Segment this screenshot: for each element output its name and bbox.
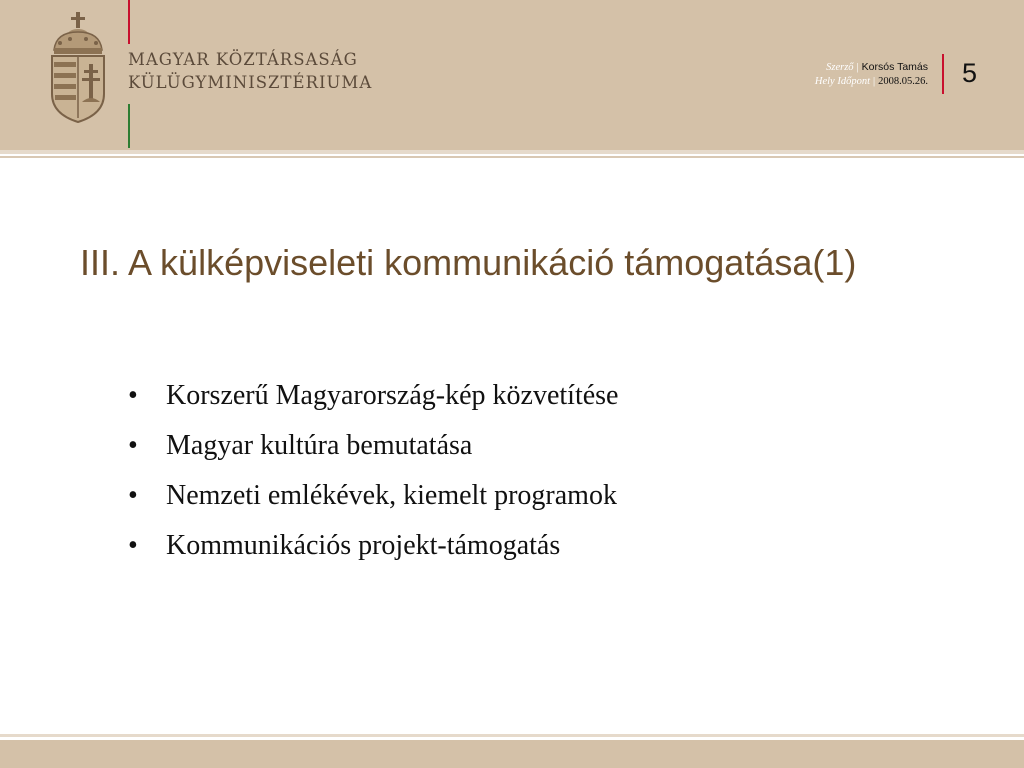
meta-place-time-row xyxy=(815,75,928,89)
ministry-name-line1: MAGYAR KÖZTÁRSASÁG xyxy=(128,50,358,69)
slide-meta xyxy=(815,60,928,89)
flag-green-stripe xyxy=(128,104,130,148)
list-item-text: Nemzeti emlékévek, kiemelt programok xyxy=(166,480,617,511)
list-item xyxy=(128,426,618,476)
flag-red-stripe xyxy=(128,0,130,44)
place-label: Hely xyxy=(814,76,835,87)
time-label: Időpont xyxy=(837,76,871,87)
list-item xyxy=(128,476,618,526)
list-item-text: Korszerű Magyarország-kép közvetítése xyxy=(166,380,619,411)
list-item-text: Magyar kultúra bemutatása xyxy=(166,430,473,461)
hungarian-coat-of-arms-icon xyxy=(46,10,110,126)
meta-separator: | xyxy=(873,76,876,87)
list-item xyxy=(128,376,618,426)
bullet-list xyxy=(128,376,618,576)
author-label: Szerző xyxy=(826,62,854,73)
slide-footer xyxy=(0,740,1024,768)
header-rule xyxy=(0,150,1024,154)
author-value: Korsós Tamás xyxy=(861,61,928,73)
bullet-icon: • xyxy=(128,430,138,461)
bullet-icon: • xyxy=(128,530,138,561)
page-number: 5 xyxy=(962,58,978,88)
list-item xyxy=(128,526,618,576)
ministry-name-line2: KÜLÜGYMINISZTÉRIUMA xyxy=(128,73,373,92)
footer-rule xyxy=(0,734,1024,737)
list-item-text: Kommunikációs projekt-támogatás xyxy=(166,530,561,561)
bullet-icon: • xyxy=(128,380,138,411)
meta-separator: | xyxy=(856,62,859,73)
bullet-icon: • xyxy=(128,480,138,511)
ministry-name xyxy=(128,48,372,94)
meta-divider xyxy=(942,54,944,94)
header-rule-thin xyxy=(0,156,1024,158)
date-value: 2008.05.26. xyxy=(878,76,928,87)
slide-title: III. A külképviseleti kommunikáció támogatása(1) xyxy=(80,242,857,283)
meta-author-row xyxy=(815,60,928,75)
